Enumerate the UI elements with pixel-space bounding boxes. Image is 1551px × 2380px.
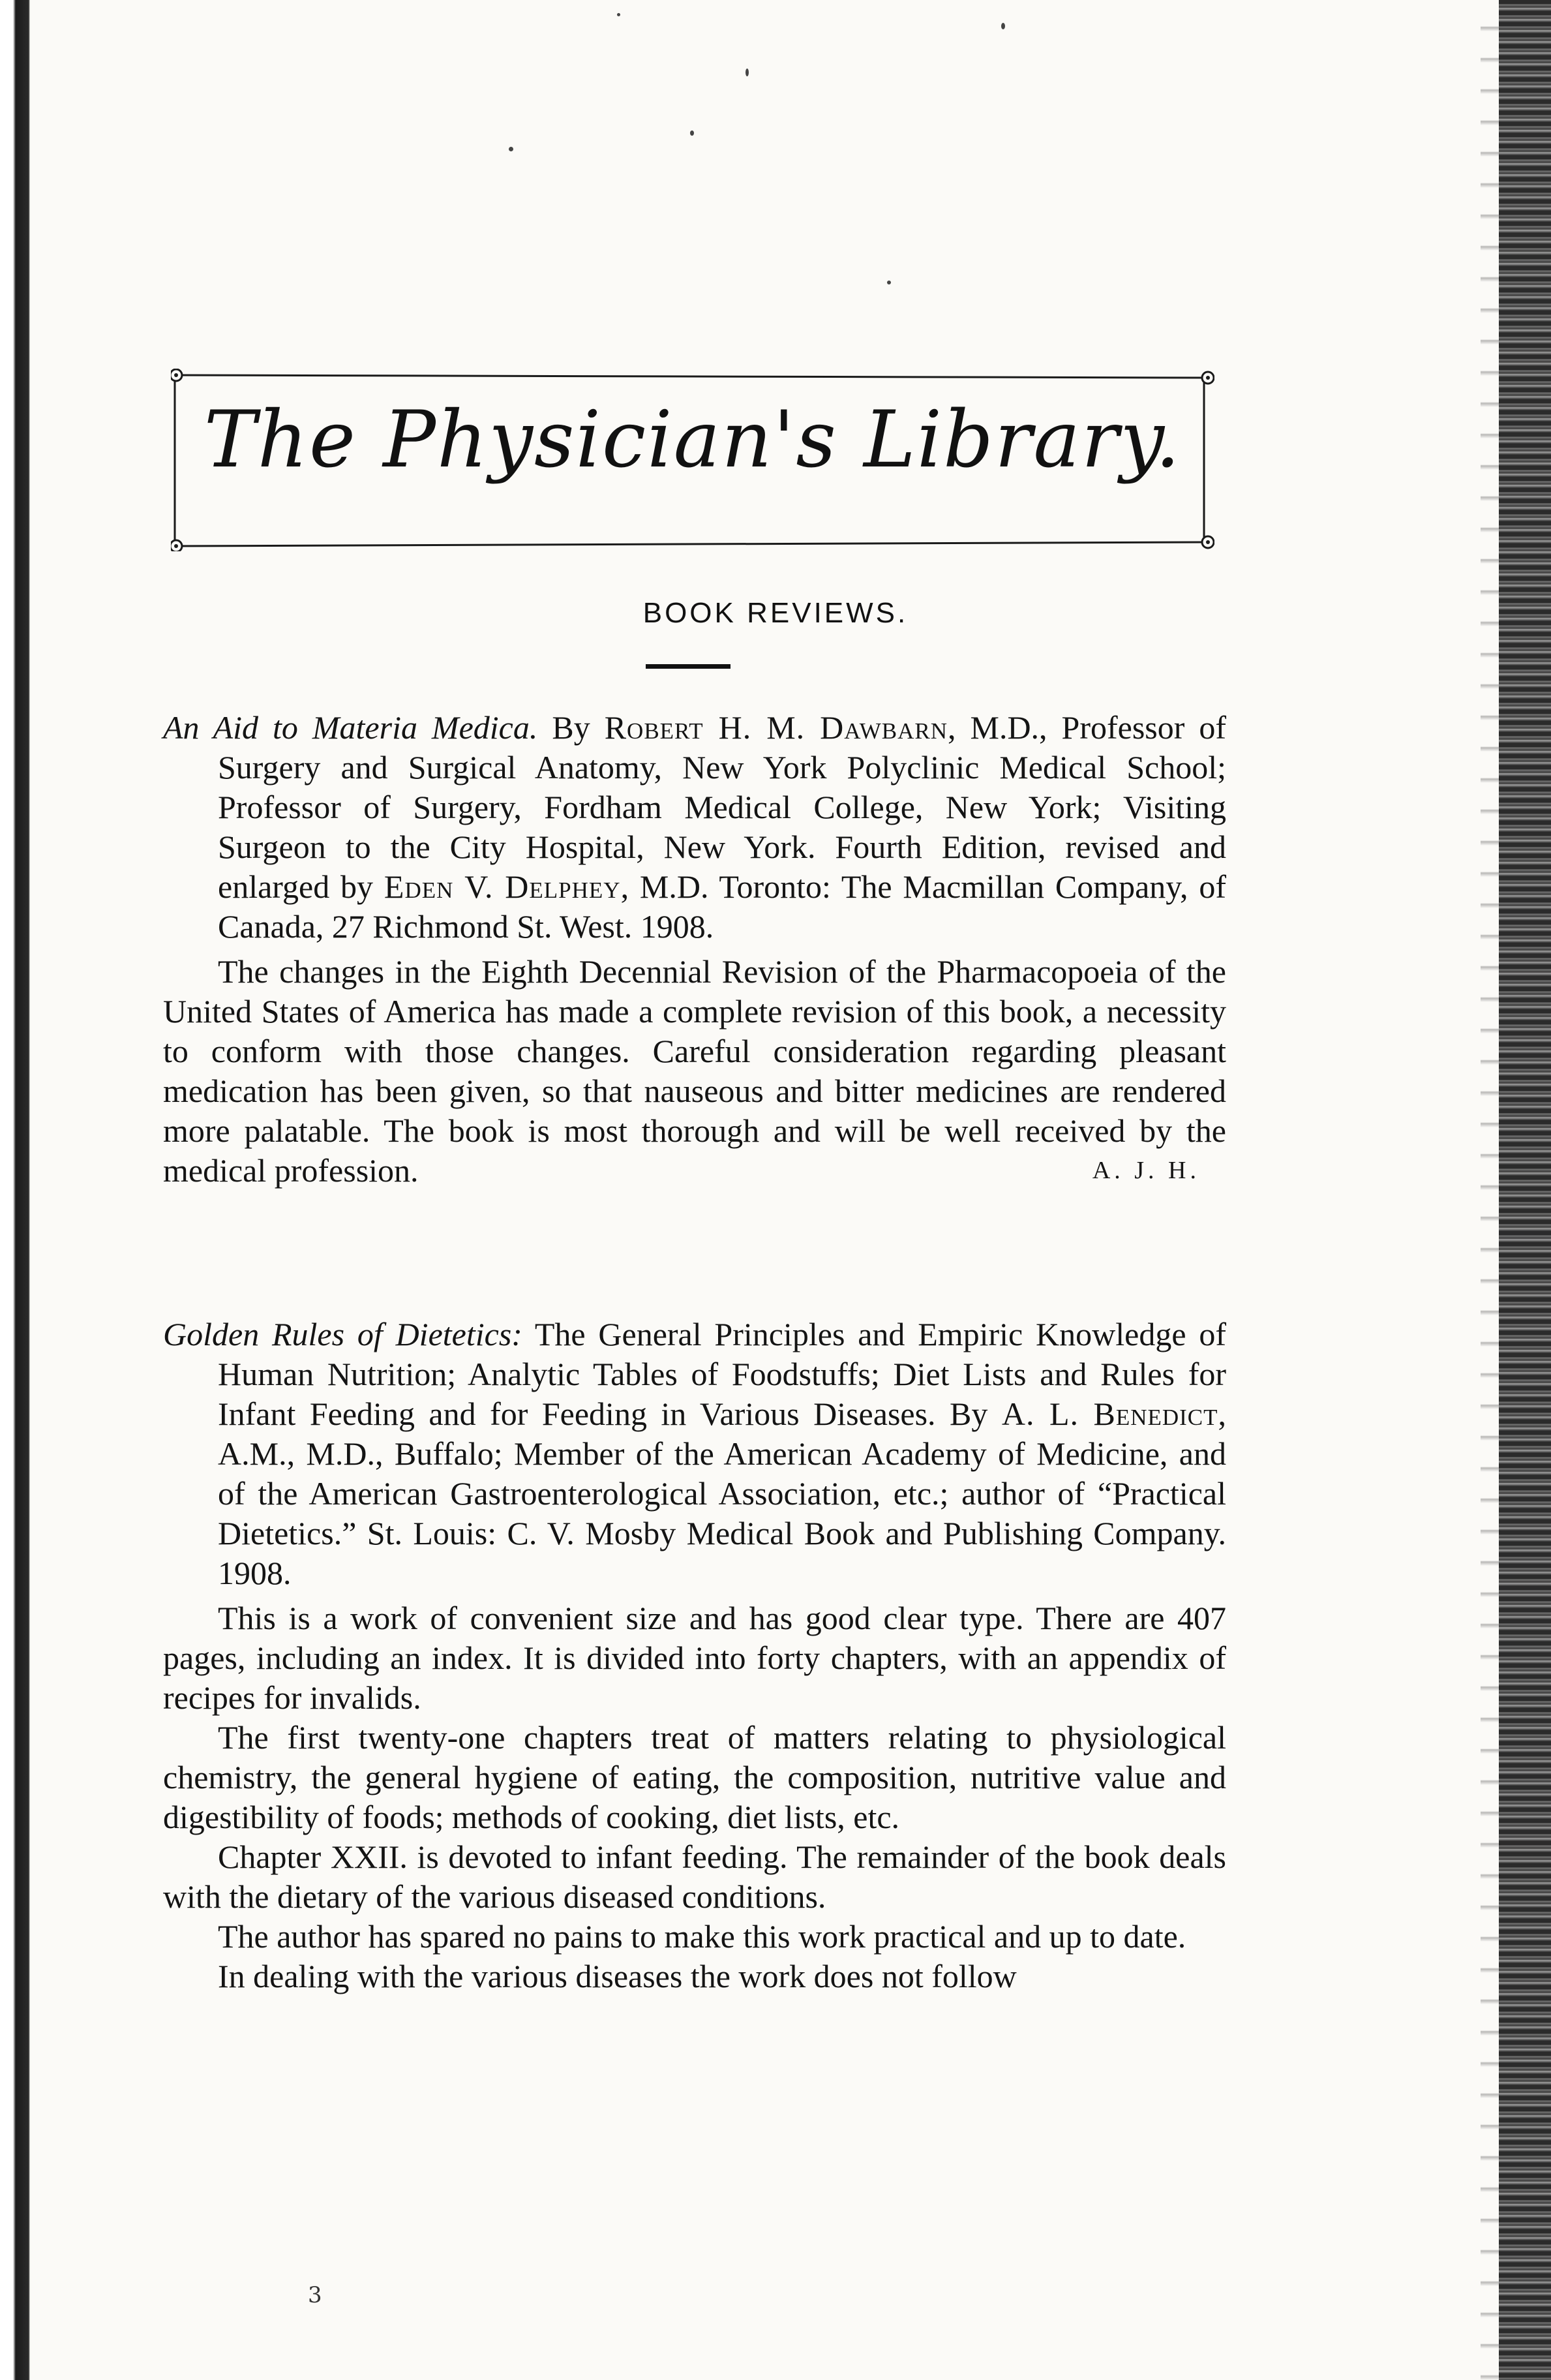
review-2-paragraph: The first twenty-one chapters treat of matters relating to physiological chemistry, the general hygiene of eating, the composition, nutritive value and digestibility of foods; methods of cooking, diet lists, etc. [163, 1719, 1226, 1835]
page-mark: 3 [308, 2282, 322, 2308]
review-1-author: Robert H. M. Dawbarn [604, 709, 948, 746]
review-2-title: Golden Rules of Dietetics: [163, 1316, 522, 1352]
masthead-frame [171, 369, 1214, 551]
review-1-signature: A. J. H. [1092, 1157, 1200, 1184]
masthead-title: The Physician's Library. [203, 395, 1182, 485]
review-2-paragraph: The author has spared no pains to make this work practical and up to date. [218, 1918, 1186, 1955]
scan-speck [745, 69, 749, 76]
review-1-title: An Aid to Materia Medica. [163, 709, 538, 746]
page-fore-edge [1499, 0, 1551, 2380]
scan-speck [617, 13, 620, 16]
scan-speck [690, 130, 694, 136]
review-2-citation: Golden Rules of Dietetics: The General Principles and Empiric Knowledge of Human Nutrition; Analytic Tables of Foodstuffs; Diet Lists and Rules for Infant Feeding and for Feeding in Various Diseases. By A. L. Benedict, A.M., M.D., Buffalo; Member of the American Academy of Medicine, and of the American Gastroenterological Association, etc.; author of “Practical Dietetics.” St. Louis: C. V. Mosby Medical Book and Publishing Company. 1908. [163, 1316, 1227, 1591]
review-1 [163, 708, 1226, 1191]
page-binding-edge [0, 0, 30, 2380]
review-2-paragraph: In dealing with the various diseases the work does not follow [218, 1958, 1017, 1994]
scan-speck [887, 281, 891, 284]
heading-rule [646, 664, 730, 669]
scan-speck [1001, 23, 1005, 29]
section-heading: BOOK REVIEWS. [642, 597, 909, 629]
review-2-paragraph: Chapter XXII. is devoted to infant feeding. The remainder of the book deals with the dietary of the various diseased conditions. [163, 1838, 1226, 1915]
review-1-body: The changes in the Eighth Decennial Revision of the Pharmacopoeia of the United States of America has made a complete revision of this book, a necessity to conform with those changes. Careful consideration regarding pleasant medication has been given, so that nauseous and bitter medicines are rendered more palatable. The book is most thorough and will be well received by the medical profession. A. J. H. [163, 952, 1226, 1191]
scan-speck [509, 147, 513, 151]
review-1-editor: Eden V. Delphey [384, 868, 621, 905]
review-2-author: A. L. Benedict [1001, 1396, 1218, 1432]
review-2-paragraph: This is a work of convenient size and has good clear type. There are 407 pages, including an index. It is divided into forty chapters, with an appendix of recipes for invalids. [163, 1600, 1226, 1716]
review-1-citation: An Aid to Materia Medica. By Robert H. M. Dawbarn, M.D., Professor of Surgery and Surgical Anatomy, New York Polyclinic Medical School; Professor of Surgery, Fordham Medical College, New York; Visiting Surgeon to the City Hospital, New York. Fourth Edition, revised and enlarged by Eden V. Delphey, M.D. Toronto: The Macmillan Company, of Canada, 27 Richmond St. West. 1908. [163, 709, 1227, 945]
page-edge-shadow [1481, 0, 1500, 2380]
review-2 [163, 1315, 1226, 1996]
